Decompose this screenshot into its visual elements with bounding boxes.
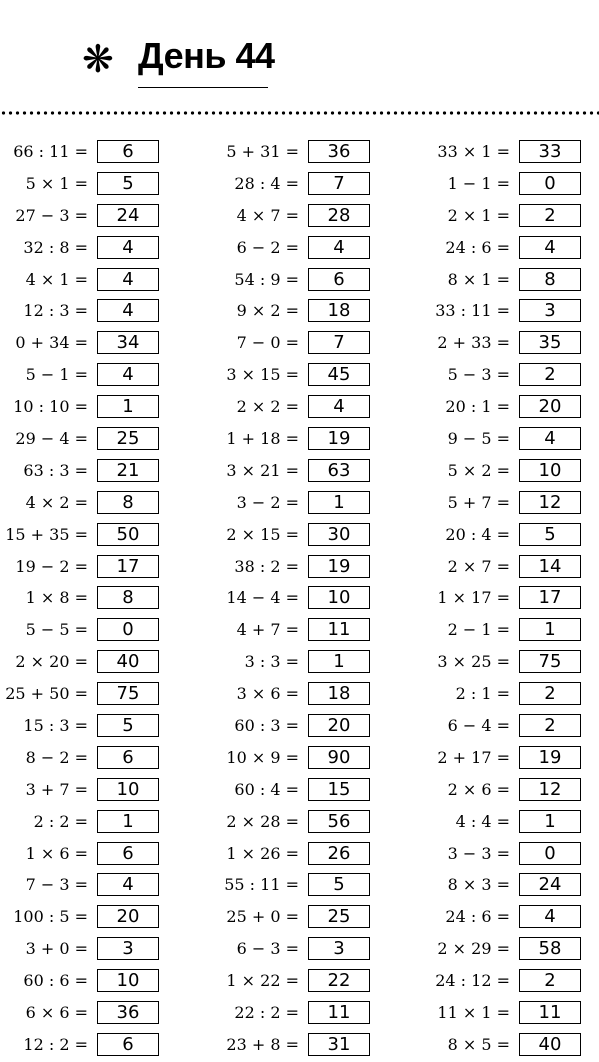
answer-box[interactable]: 4 <box>97 873 159 896</box>
exercise-expression: 12 : 3 = <box>23 301 88 321</box>
exercise-expression: 3 + 0 = <box>25 939 88 959</box>
exercise-expression: 55 : 11 = <box>224 875 299 895</box>
exercise-row <box>211 169 372 201</box>
exercise-expression: 5 − 3 = <box>447 365 510 385</box>
exercise-row <box>422 520 583 552</box>
exercise-row <box>422 966 583 998</box>
exercise-row <box>0 807 161 839</box>
answer-box[interactable]: 0 <box>97 618 159 641</box>
exercise-row <box>211 201 372 233</box>
answer-box[interactable]: 45 <box>308 363 370 386</box>
exercise-row <box>0 711 161 743</box>
answer-box[interactable]: 6 <box>97 746 159 769</box>
exercise-row <box>0 392 161 424</box>
exercise-row <box>0 456 161 488</box>
answer-box[interactable]: 5 <box>308 873 370 896</box>
answer-box[interactable]: 12 <box>519 778 581 801</box>
exercise-expression: 63 : 3 = <box>23 460 88 480</box>
exercise-row <box>422 456 583 488</box>
answer-box[interactable]: 21 <box>97 459 159 482</box>
exercise-row <box>211 233 372 265</box>
answer-box[interactable]: 6 <box>97 1033 159 1056</box>
exercise-row <box>0 137 161 169</box>
answer-box[interactable]: 2 <box>519 969 581 992</box>
exercise-row <box>0 870 161 902</box>
answer-box[interactable]: 25 <box>97 427 159 450</box>
exercise-expression: 5 − 5 = <box>25 620 88 640</box>
answer-box[interactable]: 26 <box>308 842 370 865</box>
answer-box[interactable]: 2 <box>519 714 581 737</box>
exercise-row <box>211 360 372 392</box>
exercise-expression: 6 − 4 = <box>447 716 510 736</box>
exercise-row <box>422 360 583 392</box>
page-header <box>0 0 599 112</box>
exercise-expression: 5 × 1 = <box>25 173 88 193</box>
answer-box[interactable]: 0 <box>519 842 581 865</box>
answer-box[interactable]: 6 <box>308 268 370 291</box>
exercise-row <box>422 488 583 520</box>
answer-box[interactable]: 90 <box>308 746 370 769</box>
answer-box[interactable]: 40 <box>97 650 159 673</box>
answer-box[interactable]: 4 <box>97 268 159 291</box>
exercise-row <box>0 296 161 328</box>
answer-box[interactable]: 1 <box>97 395 159 418</box>
exercise-expression: 1 − 1 = <box>447 173 510 193</box>
exercise-row <box>211 552 372 584</box>
exercise-expression: 15 + 35 = <box>5 524 88 544</box>
exercise-row <box>211 456 372 488</box>
exercise-column-3 <box>422 137 583 1062</box>
answer-box[interactable]: 17 <box>97 555 159 578</box>
answer-box[interactable]: 40 <box>519 1033 581 1056</box>
exercise-expression: 6 − 2 = <box>236 237 299 257</box>
answer-box[interactable]: 6 <box>97 842 159 865</box>
exercise-row <box>422 169 583 201</box>
exercise-row <box>422 615 583 647</box>
exercise-expression: 24 : 6 = <box>445 907 510 927</box>
exercise-expression: 4 : 4 = <box>455 811 510 831</box>
answer-box[interactable]: 24 <box>97 204 159 227</box>
exercise-column-1 <box>0 137 161 1062</box>
exercise-expression: 11 × 1 = <box>437 1003 510 1023</box>
answer-box[interactable]: 56 <box>308 810 370 833</box>
answer-box[interactable]: 3 <box>519 299 581 322</box>
exercise-expression: 33 × 1 = <box>437 142 510 161</box>
exercise-expression: 2 × 2 = <box>236 397 299 417</box>
answer-box[interactable]: 5 <box>97 172 159 195</box>
exercise-expression: 2 × 29 = <box>437 939 510 959</box>
dotted-divider <box>0 111 599 115</box>
answer-box[interactable]: 18 <box>308 682 370 705</box>
answer-box[interactable]: 11 <box>308 1001 370 1024</box>
exercise-row <box>0 679 161 711</box>
exercise-expression: 4 × 7 = <box>236 205 299 225</box>
exercise-row <box>422 233 583 265</box>
exercise-row <box>0 552 161 584</box>
exercise-expression: 2 × 1 = <box>447 205 510 225</box>
exercise-row <box>211 583 372 615</box>
exercise-row <box>422 902 583 934</box>
answer-box[interactable]: 1 <box>308 650 370 673</box>
exercise-expression: 29 − 4 = <box>15 429 88 449</box>
exercise-row <box>0 998 161 1030</box>
exercise-expression: 12 : 2 = <box>23 1034 88 1054</box>
exercise-row <box>422 392 583 424</box>
exercise-expression: 20 : 4 = <box>445 524 510 544</box>
exercise-row <box>422 296 583 328</box>
exercise-expression: 1 × 6 = <box>25 843 88 863</box>
exercise-row <box>422 743 583 775</box>
exercise-row <box>0 233 161 265</box>
exercise-expression: 20 : 1 = <box>445 397 510 417</box>
answer-box[interactable]: 1 <box>97 810 159 833</box>
exercise-expression: 6 × 6 = <box>25 1003 88 1023</box>
exercise-row <box>422 839 583 871</box>
page-title: День 44 <box>138 35 275 76</box>
exercise-expression: 5 − 1 = <box>25 365 88 385</box>
answer-box[interactable]: 36 <box>97 1001 159 1024</box>
exercise-row <box>0 201 161 233</box>
exercise-expression: 23 + 8 = <box>226 1034 299 1054</box>
exercise-row <box>211 328 372 360</box>
exercise-row <box>211 775 372 807</box>
exercise-expression: 3 − 3 = <box>447 843 510 863</box>
exercise-expression: 54 : 9 = <box>234 269 299 289</box>
exercise-row <box>422 201 583 233</box>
answer-box[interactable]: 11 <box>308 618 370 641</box>
exercise-expression: 2 × 20 = <box>15 652 88 672</box>
answer-box[interactable]: 4 <box>519 236 581 259</box>
exercise-row <box>211 934 372 966</box>
answer-box[interactable]: 4 <box>97 363 159 386</box>
answer-box[interactable]: 5 <box>519 523 581 546</box>
exercise-expression: 60 : 4 = <box>234 779 299 799</box>
exercise-expression: 10 × 9 = <box>226 747 299 767</box>
exercise-row <box>0 647 161 679</box>
exercise-expression: 5 × 2 = <box>447 460 510 480</box>
exercise-expression: 3 × 15 = <box>226 365 299 385</box>
answer-box[interactable]: 7 <box>308 331 370 354</box>
answer-box[interactable]: 1 <box>308 491 370 514</box>
exercise-expression: 15 : 3 = <box>23 716 88 736</box>
exercise-expression: 8 × 5 = <box>447 1034 510 1054</box>
answer-box[interactable]: 20 <box>519 395 581 418</box>
exercise-row <box>0 424 161 456</box>
exercise-row <box>211 265 372 297</box>
answer-box[interactable]: 4 <box>308 236 370 259</box>
exercise-row <box>0 488 161 520</box>
exercise-row <box>422 552 583 584</box>
exercise-expression: 28 : 4 = <box>234 173 299 193</box>
answer-box[interactable]: 63 <box>308 459 370 482</box>
answer-box[interactable]: 36 <box>308 140 370 163</box>
exercise-row <box>0 615 161 647</box>
answer-box[interactable]: 4 <box>97 236 159 259</box>
exercise-row <box>0 360 161 392</box>
exercise-row <box>422 870 583 902</box>
exercise-expression: 24 : 12 = <box>435 971 510 991</box>
exercise-row <box>0 265 161 297</box>
answer-box[interactable]: 15 <box>308 778 370 801</box>
answer-box[interactable]: 20 <box>308 714 370 737</box>
answer-box[interactable]: 10 <box>97 778 159 801</box>
answer-box[interactable]: 75 <box>519 650 581 673</box>
exercise-row <box>422 711 583 743</box>
exercise-expression: 25 + 0 = <box>226 907 299 927</box>
exercise-row <box>0 520 161 552</box>
exercise-expression: 2 + 17 = <box>437 747 510 767</box>
exercise-row <box>211 647 372 679</box>
exercise-expression: 2 × 15 = <box>226 524 299 544</box>
exercise-row <box>0 902 161 934</box>
exercise-expression: 32 : 8 = <box>23 237 88 257</box>
exercise-expression: 1 × 17 = <box>437 588 510 608</box>
exercise-row <box>0 966 161 998</box>
answer-box[interactable]: 8 <box>519 268 581 291</box>
exercise-expression: 7 − 3 = <box>25 875 88 895</box>
answer-box[interactable]: 6 <box>97 140 159 163</box>
exercise-expression: 10 : 10 = <box>13 397 88 417</box>
answer-box[interactable]: 0 <box>519 172 581 195</box>
exercise-expression: 0 + 34 = <box>15 333 88 353</box>
exercise-expression: 3 × 25 = <box>437 652 510 672</box>
exercise-row <box>422 137 583 169</box>
exercise-expression: 3 × 6 = <box>236 684 299 704</box>
exercise-expression: 6 − 3 = <box>236 939 299 959</box>
exercise-expression: 3 × 21 = <box>226 460 299 480</box>
answer-box[interactable]: 10 <box>97 969 159 992</box>
exercise-expression: 1 × 26 = <box>226 843 299 863</box>
answer-box[interactable]: 10 <box>308 586 370 609</box>
exercise-row <box>211 296 372 328</box>
answer-box[interactable]: 3 <box>308 937 370 960</box>
answer-box[interactable]: 4 <box>519 905 581 928</box>
exercise-expression: 2 × 6 = <box>447 779 510 799</box>
exercise-expression: 8 − 2 = <box>25 747 88 767</box>
exercise-expression: 1 + 18 = <box>226 429 299 449</box>
exercise-expression: 7 − 0 = <box>236 333 299 353</box>
exercise-expression: 60 : 6 = <box>23 971 88 991</box>
exercise-row <box>422 775 583 807</box>
exercise-row <box>211 1030 372 1062</box>
exercise-expression: 24 : 6 = <box>445 237 510 257</box>
answer-box[interactable]: 30 <box>308 523 370 546</box>
answer-box[interactable]: 8 <box>97 491 159 514</box>
exercise-row <box>0 775 161 807</box>
answer-box[interactable]: 19 <box>308 427 370 450</box>
exercise-row <box>422 1030 583 1062</box>
exercise-expression: 3 + 7 = <box>25 779 88 799</box>
answer-box[interactable]: 7 <box>308 172 370 195</box>
exercise-expression: 100 : 5 = <box>13 907 88 927</box>
answer-box[interactable]: 2 <box>519 204 581 227</box>
exercise-row <box>0 934 161 966</box>
title-underline <box>138 87 268 88</box>
exercise-row <box>0 743 161 775</box>
exercise-expression: 60 : 3 = <box>234 716 299 736</box>
exercise-expression: 38 : 2 = <box>234 556 299 576</box>
exercise-expression: 22 : 2 = <box>234 1003 299 1023</box>
exercise-expression: 2 + 33 = <box>437 333 510 353</box>
exercise-expression: 66 : 11 = <box>13 142 88 161</box>
exercise-row <box>422 679 583 711</box>
answer-box[interactable]: 12 <box>519 491 581 514</box>
exercise-row <box>211 807 372 839</box>
exercise-expression: 3 − 2 = <box>236 492 299 512</box>
answer-box[interactable]: 1 <box>519 618 581 641</box>
answer-box[interactable]: 58 <box>519 937 581 960</box>
exercise-row <box>422 934 583 966</box>
answer-box[interactable]: 28 <box>308 204 370 227</box>
exercise-row <box>211 998 372 1030</box>
exercise-row <box>422 998 583 1030</box>
exercise-row <box>211 966 372 998</box>
exercise-expression: 5 + 7 = <box>447 492 510 512</box>
exercise-row <box>211 711 372 743</box>
exercise-row <box>422 583 583 615</box>
exercise-expression: 9 × 2 = <box>236 301 299 321</box>
answer-box[interactable]: 33 <box>519 140 581 163</box>
exercise-expression: 4 × 1 = <box>25 269 88 289</box>
exercise-expression: 1 × 8 = <box>25 588 88 608</box>
answer-box[interactable]: 5 <box>97 714 159 737</box>
exercise-row <box>422 424 583 456</box>
exercise-row <box>422 807 583 839</box>
exercise-row <box>211 679 372 711</box>
exercise-expression: 8 × 3 = <box>447 875 510 895</box>
answer-box[interactable]: 10 <box>519 459 581 482</box>
answer-box[interactable]: 4 <box>97 299 159 322</box>
answer-box[interactable]: 18 <box>308 299 370 322</box>
exercise-expression: 33 : 11 = <box>435 301 510 321</box>
answer-box[interactable]: 20 <box>97 905 159 928</box>
exercise-expression: 8 × 1 = <box>447 269 510 289</box>
answer-box[interactable]: 14 <box>519 555 581 578</box>
answer-box[interactable]: 2 <box>519 363 581 386</box>
exercise-row <box>211 424 372 456</box>
exercise-row <box>211 392 372 424</box>
exercise-expression: 2 × 28 = <box>226 811 299 831</box>
answer-box[interactable]: 1 <box>519 810 581 833</box>
exercise-row <box>0 839 161 871</box>
exercise-column-2 <box>211 137 372 1062</box>
exercise-expression: 4 × 2 = <box>25 492 88 512</box>
answer-box[interactable]: 34 <box>97 331 159 354</box>
answer-box[interactable]: 19 <box>308 555 370 578</box>
answer-box[interactable]: 2 <box>519 682 581 705</box>
exercise-row <box>0 583 161 615</box>
answer-box[interactable]: 22 <box>308 969 370 992</box>
exercise-expression: 2 × 7 = <box>447 556 510 576</box>
exercise-expression: 4 + 7 = <box>236 620 299 640</box>
answer-box[interactable]: 24 <box>519 873 581 896</box>
exercise-expression: 5 + 31 = <box>226 142 299 161</box>
exercise-row <box>211 520 372 552</box>
answer-box[interactable]: 11 <box>519 1001 581 1024</box>
exercise-row <box>211 839 372 871</box>
answer-box[interactable]: 4 <box>519 427 581 450</box>
exercise-row <box>211 902 372 934</box>
exercise-expression: 9 − 5 = <box>447 429 510 449</box>
exercise-expression: 1 × 22 = <box>226 971 299 991</box>
answer-box[interactable]: 50 <box>97 523 159 546</box>
answer-box[interactable]: 3 <box>97 937 159 960</box>
answer-box[interactable]: 25 <box>308 905 370 928</box>
answer-box[interactable]: 4 <box>308 395 370 418</box>
exercise-expression: 27 − 3 = <box>15 205 88 225</box>
exercise-expression: 25 + 50 = <box>5 684 88 704</box>
answer-box[interactable]: 31 <box>308 1033 370 1056</box>
answer-box[interactable]: 17 <box>519 586 581 609</box>
exercise-expression: 3 : 3 = <box>244 652 299 672</box>
exercise-row <box>422 328 583 360</box>
answer-box[interactable]: 35 <box>519 331 581 354</box>
exercise-row <box>211 615 372 647</box>
exercise-row <box>422 647 583 679</box>
exercise-row <box>211 743 372 775</box>
exercise-expression: 14 − 4 = <box>226 588 299 608</box>
answer-box[interactable]: 19 <box>519 746 581 769</box>
exercise-row <box>0 1030 161 1062</box>
exercise-expression: 2 : 1 = <box>455 684 510 704</box>
answer-box[interactable]: 75 <box>97 682 159 705</box>
exercise-row <box>422 265 583 297</box>
answer-box[interactable]: 8 <box>97 586 159 609</box>
exercise-expression: 2 − 1 = <box>447 620 510 640</box>
exercise-expression: 2 : 2 = <box>33 811 88 831</box>
exercise-row <box>211 137 372 169</box>
exercise-row <box>0 169 161 201</box>
exercise-row <box>211 870 372 902</box>
asterisk-flower-icon: ❋ <box>82 37 114 81</box>
exercise-expression: 19 − 2 = <box>15 556 88 576</box>
exercise-row <box>0 328 161 360</box>
exercise-row <box>211 488 372 520</box>
